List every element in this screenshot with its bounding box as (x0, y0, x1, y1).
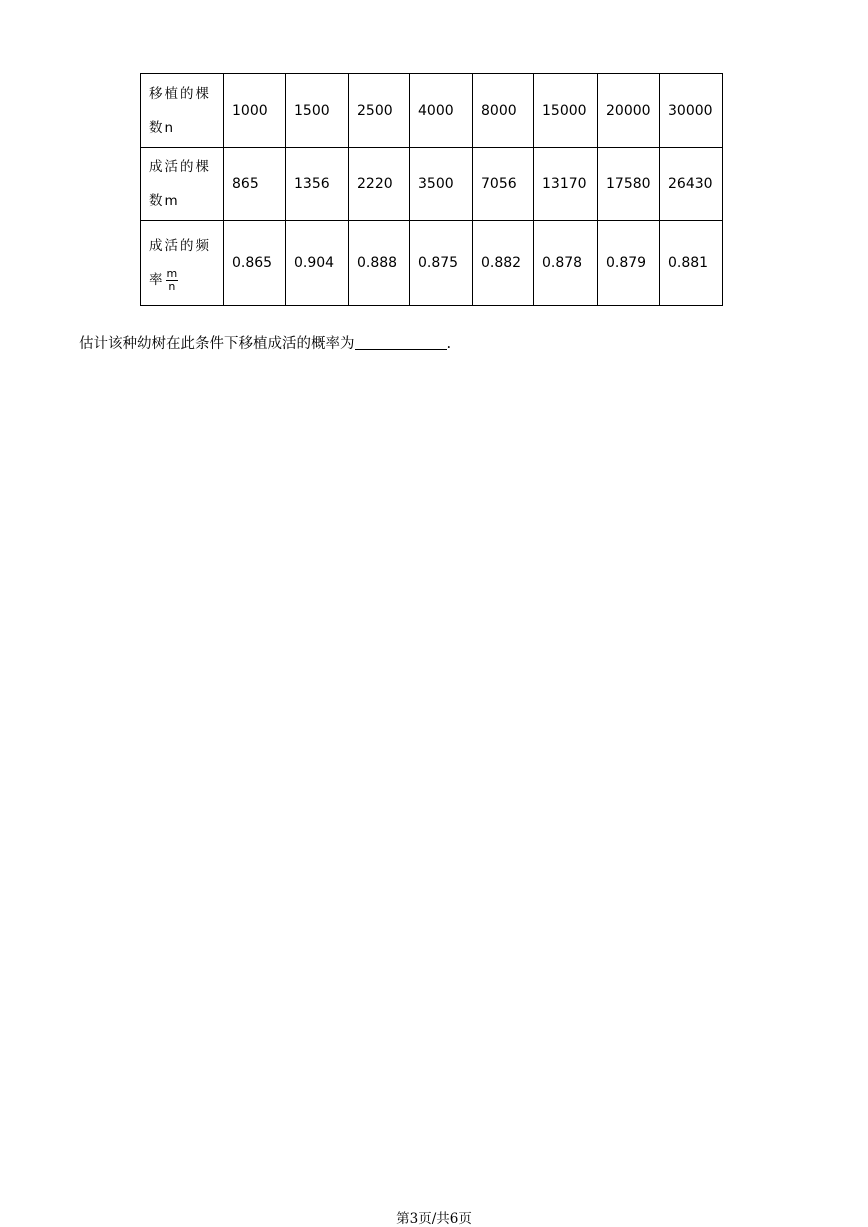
table-cell: 13170 (534, 148, 598, 221)
table-cell: 0.881 (660, 221, 723, 306)
table-row-survived (141, 148, 723, 221)
table-cell: 0.875 (410, 221, 473, 306)
table-cell: 17580 (598, 148, 660, 221)
question-text (79, 332, 451, 353)
table-cell: 865 (224, 148, 286, 221)
row-header-line1: 成活的棵 (149, 159, 211, 175)
table-cell: 30000 (660, 74, 723, 148)
fraction-numerator: m (166, 266, 178, 280)
answer-blank[interactable] (355, 334, 447, 350)
row-header-line2: 数n (149, 119, 176, 136)
table-cell: 1356 (286, 148, 349, 221)
table-cell: 0.879 (598, 221, 660, 306)
page-number: 第3页/共6页 (396, 1211, 472, 1227)
table-cell: 7056 (473, 148, 534, 221)
question-prompt: 估计该种幼树在此条件下移植成活的概率为 (79, 336, 355, 352)
table-row-frequency (141, 221, 723, 306)
table-cell: 4000 (410, 74, 473, 148)
table-cell: 0.878 (534, 221, 598, 306)
row-header-line2: 数m (149, 193, 180, 209)
table-cell: 26430 (660, 148, 723, 221)
row-header-transplanted (141, 74, 224, 148)
table-cell: 20000 (598, 74, 660, 148)
row-header-line1: 成活的频 (149, 238, 211, 254)
table-cell: 2500 (349, 74, 410, 148)
table-cell: 2220 (349, 148, 410, 221)
table-cell: 8000 (473, 74, 534, 148)
row-header-line2: 率 (149, 272, 165, 288)
fraction-m-over-n (166, 268, 179, 293)
row-header-line1: 移植的棵 (149, 85, 211, 102)
table-cell: 1500 (286, 74, 349, 148)
fraction-denominator: n (168, 279, 176, 293)
table-cell: 0.865 (224, 221, 286, 306)
table-cell: 0.904 (286, 221, 349, 306)
table-cell: 0.882 (473, 221, 534, 306)
page-footer (0, 1207, 868, 1227)
table-cell: 3500 (410, 148, 473, 221)
row-header-frequency (141, 221, 224, 306)
table-row-transplanted (141, 74, 723, 148)
table-cell: 1000 (224, 74, 286, 148)
row-header-survived (141, 148, 224, 221)
table-cell: 0.888 (349, 221, 410, 306)
question-suffix: . (446, 336, 452, 352)
table-cell: 15000 (534, 74, 598, 148)
data-table (140, 73, 723, 306)
